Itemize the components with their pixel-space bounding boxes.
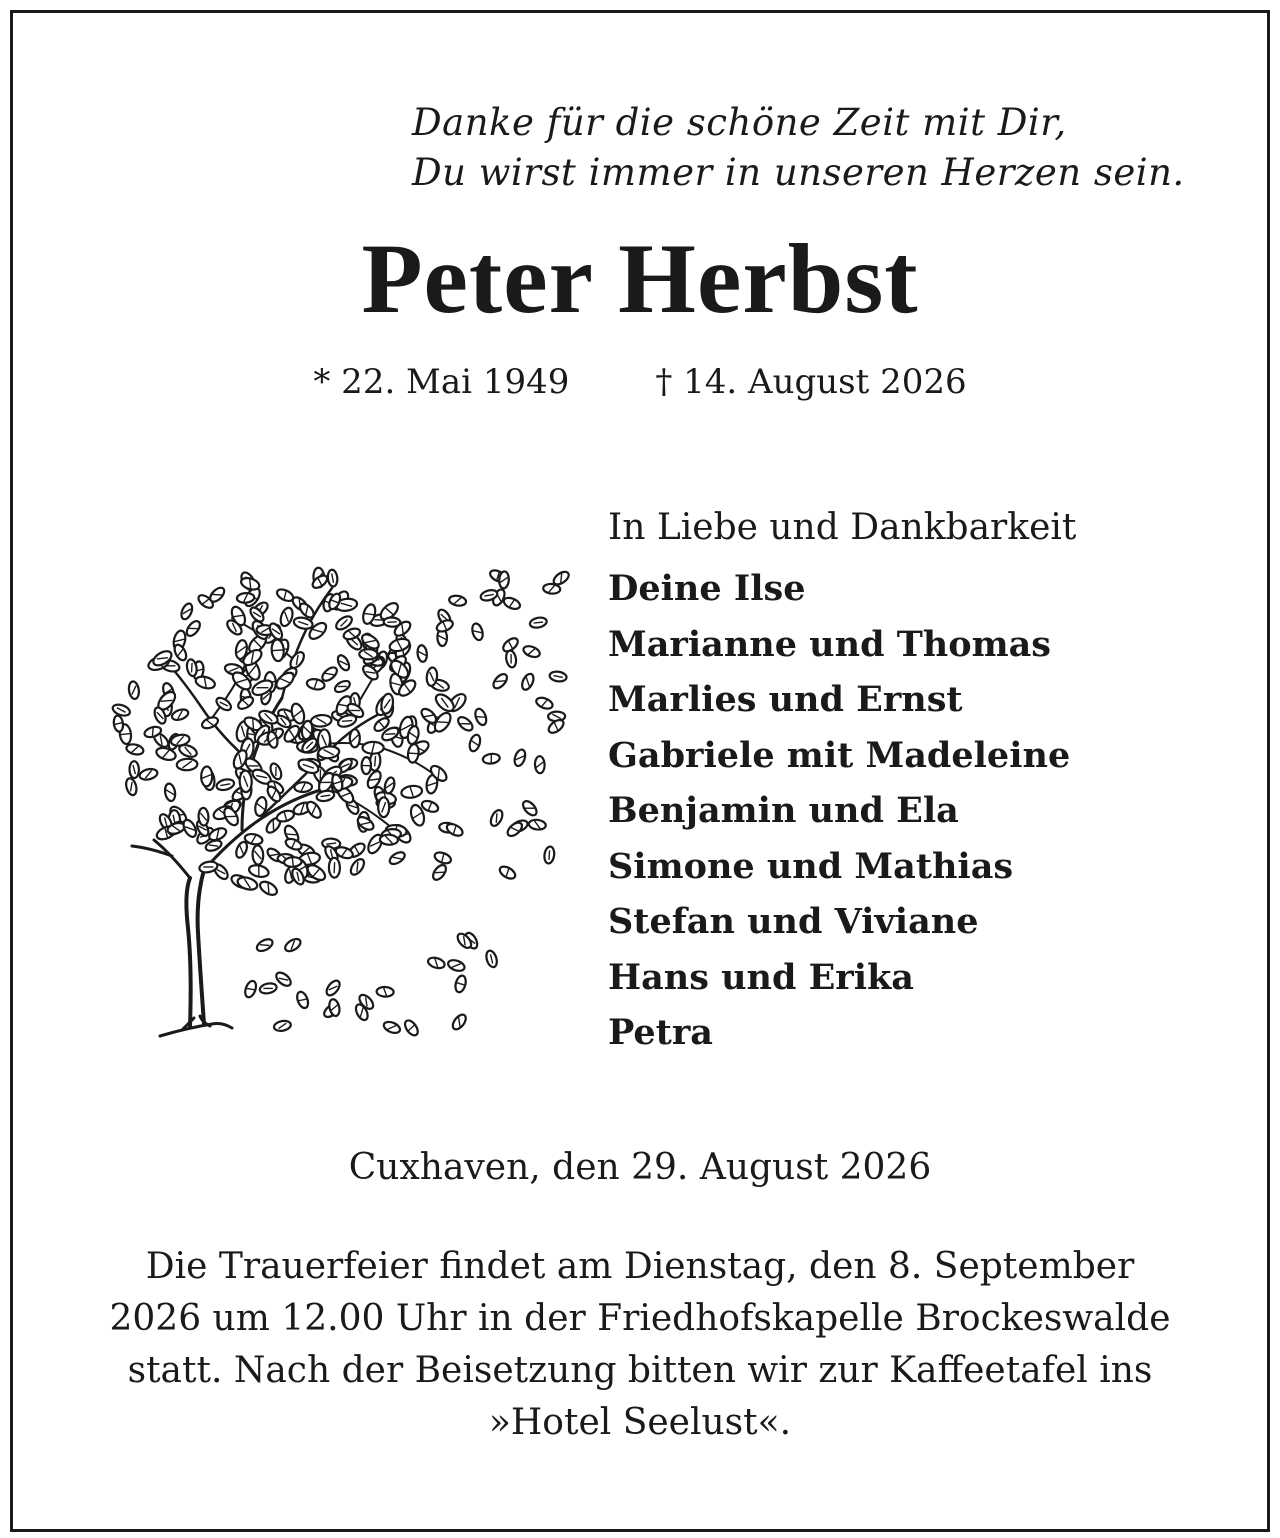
- life-dates: [0, 360, 1280, 404]
- family-member: Simone und Mathias: [608, 845, 1014, 887]
- family-member: Gabriele mit Madeleine: [608, 734, 1071, 776]
- service-line: »Hotel Seelust«.: [488, 1402, 792, 1443]
- service-line: 2026 um 12.00 Uhr in der Friedhofskapelle Brockeswalde: [109, 1298, 1171, 1339]
- windblown-tree-icon: [92, 548, 572, 1048]
- service-line: Die Trauerfeier findet am Dienstag, den 8. September: [145, 1246, 1135, 1287]
- family-block: [608, 505, 1076, 1061]
- memorial-quote: [412, 98, 1185, 198]
- quote-line-1: Danke für die schöne Zeit mit Dir,: [412, 101, 1067, 144]
- family-intro: In Liebe und Dankbarkeit: [608, 507, 1077, 548]
- family-members-list: [608, 561, 1076, 1061]
- family-member: Marlies und Ernst: [608, 679, 963, 720]
- family-member: Benjamin und Ela: [608, 790, 959, 831]
- funeral-service-notice: [70, 1241, 1210, 1449]
- family-member: Marianne und Thomas: [608, 623, 1051, 665]
- family-member: Petra: [608, 1012, 713, 1053]
- service-line: statt. Nach der Beisetzung bitten wir zur Kaffeetafel ins: [127, 1350, 1153, 1391]
- deceased-name: Peter Herbst: [361, 223, 919, 334]
- family-member: Hans und Erika: [608, 956, 914, 998]
- quote-line-2: Du wirst immer in unseren Herzen sein.: [412, 151, 1185, 194]
- birth-date: * 22. Mai 1949: [313, 362, 570, 402]
- family-member: Deine Ilse: [608, 568, 806, 609]
- place-and-date: Cuxhaven, den 29. August 2026: [348, 1147, 932, 1188]
- family-member: Stefan und Viviane: [608, 901, 979, 942]
- death-date: † 14. August 2026: [655, 362, 967, 402]
